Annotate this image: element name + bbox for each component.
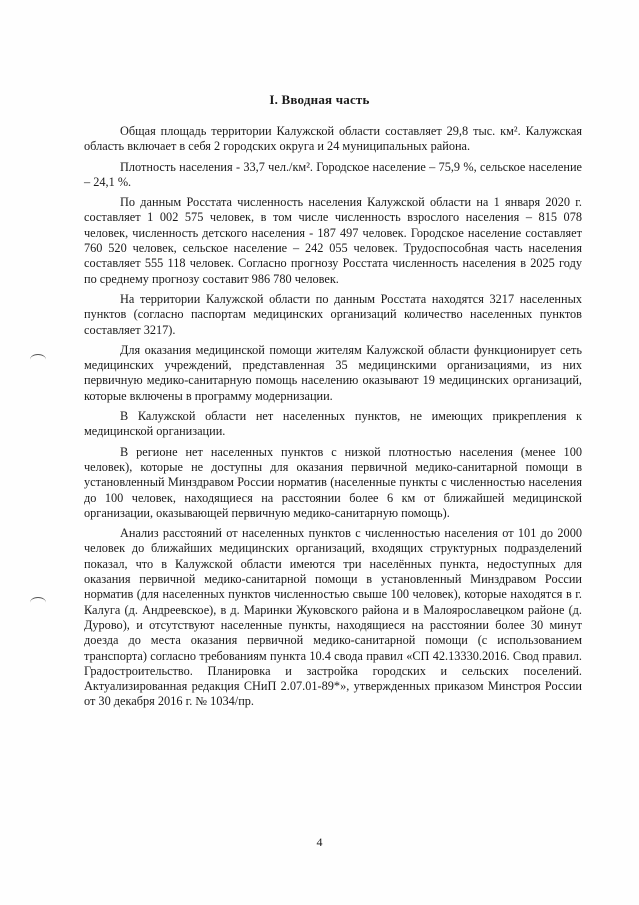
paragraph-low-density: В регионе нет населенных пунктов с низкой плотностью населения (менее 100 человек), которые не доступны для оказания первичной медико-санитарной помощи в установленный Минздравом России норматив (населенные пункты с численностью населения до 100 человек, находящиеся на расстоянии более 6 км от ближайшей медицинской организации, оказывающей первичную медико-санитарную помощь).	[84, 444, 582, 520]
paragraph-density: Плотность населения - 33,7 чел./км². Городское население – 75,9 %, сельское население – 24,1 %.	[84, 159, 582, 189]
body-text	[84, 124, 582, 710]
paragraph-medical-network: Для оказания медицинской помощи жителям Калужской области функционирует сеть медицинских учреждений, представленная 35 медицинскими организациями, из них первичную медико-санитарную помощь населению оказывают 19 медицинских организаций, которые включены в программу модернизации.	[84, 342, 582, 403]
paragraph-settlements: На территории Калужской области по данным Росстата находятся 3217 населенных пунктов (согласно паспортам медицинских организаций количество населенных пунктов составляет 3217).	[84, 291, 582, 337]
section-heading: I. Вводная часть	[269, 92, 370, 107]
paragraph-territory: Общая площадь территории Калужской области составляет 29,8 тыс. км². Калужская область включает в себя 2 городских округа и 24 муниципальных района.	[84, 124, 582, 154]
page-number: 4	[316, 835, 323, 849]
punch-hole-mark	[30, 354, 46, 365]
paragraph-population: По данным Росстата численность населения Калужской области на 1 января 2020 г. составляет 1 002 575 человек, в том числе численность взрослого населения – 815 078 человек, численность детского населения - 187 497 человек. Городское население составляет 760 520 человек, сельское население – 242 055 человек. Трудоспособная часть населения составляет 555 118 человек. Согласно прогнозу Росстата численность населения в 2025 году по среднему прогнозу составит 986 780 человек.	[84, 195, 582, 286]
paragraph-distance-analysis: Анализ расстояний от населенных пунктов с численностью населения от 101 до 2000 человек до ближайших медицинских организаций, входящих структурных подразделений показал, что в Калужской области имеются три населённых пункта, недоступных для оказания первичной медико-санитарной помощи в установленный Минздравом России норматив (для населенных пунктов численностью свыше 100 человек), которые находятся в г. Калуга (д. Андреевское), в д. Маринки Жуковского района и в Малоярославецком районе (д. Дурово), и отсутствуют населенные пункты, находящиеся на расстоянии более 30 минут доезда до места оказания первичной медико-санитарной помощи (с использованием транспорта) согласно требованиям пункта 10.4 свода правил «СП 42.13330.2016. Свод правил. Градостроительство. Планировка и застройка городских и сельских поселений. Актуализированная редакция СНиП 2.07.01-89*», утвержденных приказом Минстроя России от 30 декабря 2016 г. № 1034/пр.	[84, 526, 582, 709]
punch-hole-mark	[30, 597, 46, 608]
paragraph-attachment: В Калужской области нет населенных пунктов, не имеющих прикрепления к медицинской организации.	[84, 409, 582, 439]
